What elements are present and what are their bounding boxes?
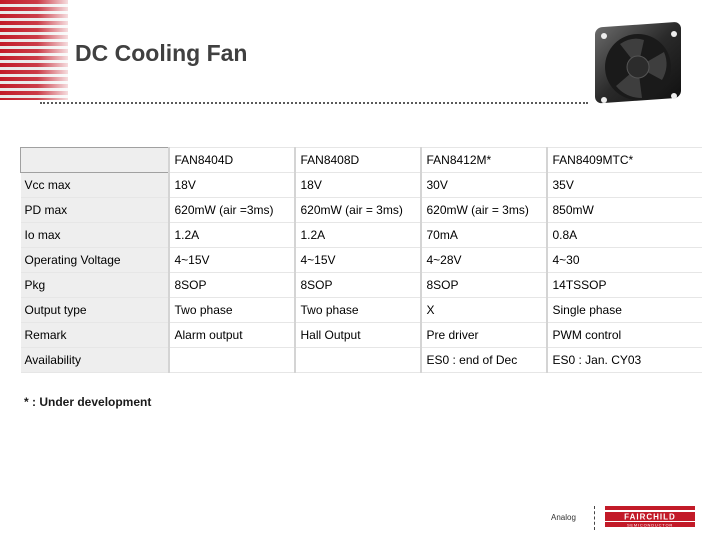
table-cell: Two phase: [295, 298, 421, 323]
row-label: Vcc max: [21, 173, 169, 198]
table-row: [21, 348, 702, 373]
table-cell: Single phase: [547, 298, 702, 323]
table-cell: Pre driver: [421, 323, 547, 348]
table-cell: 8SOP: [169, 273, 295, 298]
header-cell-blank: [21, 148, 169, 173]
table-cell: [169, 348, 295, 373]
table-cell: 8SOP: [421, 273, 547, 298]
table-header-row: [21, 148, 702, 173]
row-label: Availability: [21, 348, 169, 373]
footnote: * : Under development: [24, 395, 152, 409]
table-cell: Alarm output: [169, 323, 295, 348]
table-row: [21, 248, 702, 273]
table-cell: ES0 : end of Dec: [421, 348, 547, 373]
table-cell: Hall Output: [295, 323, 421, 348]
footer-divider: [594, 506, 595, 530]
spec-table: [20, 147, 702, 373]
svg-text:FAIRCHILD: FAIRCHILD: [624, 512, 676, 522]
column-header: FAN8412M*: [421, 148, 547, 173]
fairchild-logo: [605, 504, 695, 530]
table-cell: ES0 : Jan. CY03: [547, 348, 702, 373]
table-cell: 18V: [295, 173, 421, 198]
table-cell: 1.2A: [295, 223, 421, 248]
table-cell: X: [421, 298, 547, 323]
page-title: DC Cooling Fan: [75, 40, 248, 66]
table-cell: 4~15V: [295, 248, 421, 273]
table-cell: 14TSSOP: [547, 273, 702, 298]
table-cell: 4~28V: [421, 248, 547, 273]
footer-label: Analog: [551, 513, 576, 522]
table-cell: 850mW: [547, 198, 702, 223]
svg-text:SEMICONDUCTOR: SEMICONDUCTOR: [626, 522, 674, 528]
row-label: Io max: [21, 223, 169, 248]
table-cell: 0.8A: [547, 223, 702, 248]
table-row: [21, 198, 702, 223]
table-cell: Two phase: [169, 298, 295, 323]
table-cell: 18V: [169, 173, 295, 198]
table-row: [21, 173, 702, 198]
column-header: FAN8408D: [295, 148, 421, 173]
table-row: [21, 223, 702, 248]
table-row: [21, 273, 702, 298]
table-row: [21, 323, 702, 348]
table-cell: 8SOP: [295, 273, 421, 298]
row-label: Operating Voltage: [21, 248, 169, 273]
table-cell: 4~30: [547, 248, 702, 273]
table-cell: [295, 348, 421, 373]
row-label: Output type: [21, 298, 169, 323]
column-header: FAN8404D: [169, 148, 295, 173]
table-cell: 620mW (air = 3ms): [421, 198, 547, 223]
row-label: Remark: [21, 323, 169, 348]
decorative-stripes: [0, 0, 68, 100]
row-label: PD max: [21, 198, 169, 223]
table-cell: 30V: [421, 173, 547, 198]
table-cell: PWM control: [547, 323, 702, 348]
table-cell: 620mW (air = 3ms): [295, 198, 421, 223]
table-cell: 1.2A: [169, 223, 295, 248]
row-label: Pkg: [21, 273, 169, 298]
table-row: [21, 298, 702, 323]
title-divider: [40, 102, 588, 104]
table-cell: 70mA: [421, 223, 547, 248]
table-cell: 35V: [547, 173, 702, 198]
table-cell: 620mW (air =3ms): [169, 198, 295, 223]
column-header: FAN8409MTC*: [547, 148, 702, 173]
fan-image: [590, 22, 690, 112]
table-cell: 4~15V: [169, 248, 295, 273]
